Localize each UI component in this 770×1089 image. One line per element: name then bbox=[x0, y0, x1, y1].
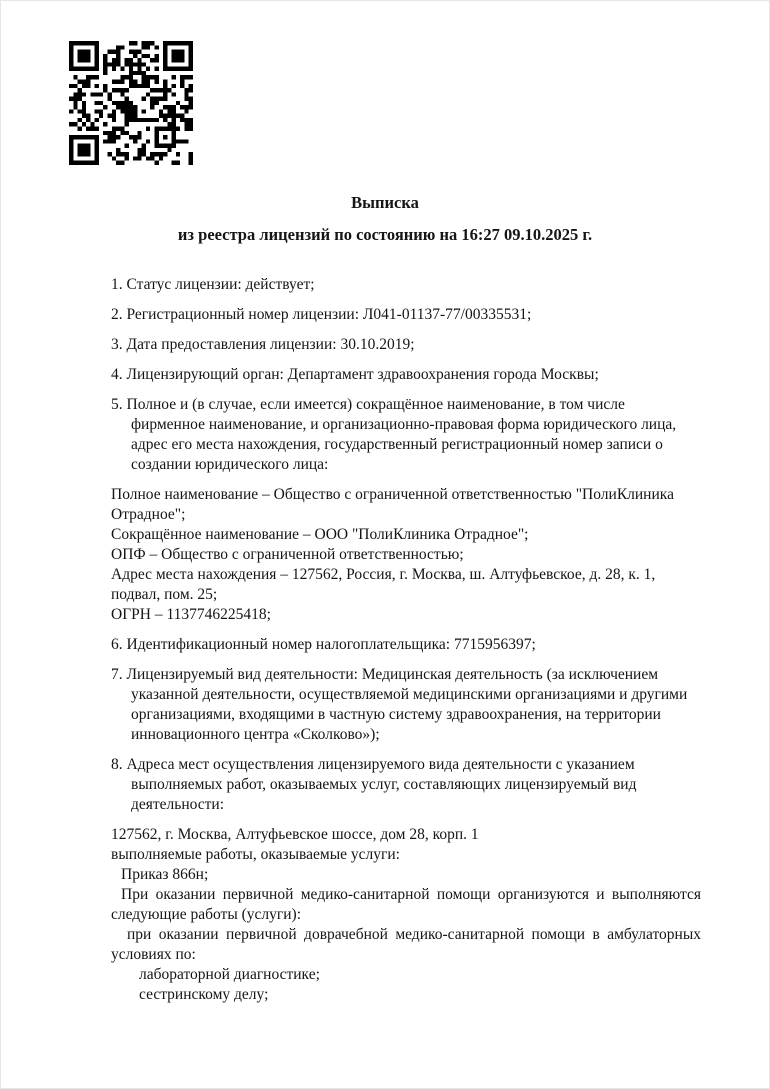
item-number: 5. bbox=[111, 396, 123, 413]
list-item-activity-addresses-intro bbox=[111, 755, 701, 815]
org-address: Адрес места нахождения – 127562, Россия, г. Москва, ш. Алтуфьевское, д. 28, к. 1, подвал, пом. 25; bbox=[111, 566, 656, 603]
list-item-activity-type bbox=[111, 665, 701, 745]
item-text: Статус лицензии: действует; bbox=[126, 276, 315, 293]
item-text: Идентификационный номер налогоплательщика: 7715956397; bbox=[126, 636, 536, 653]
organization-details-block bbox=[111, 485, 701, 625]
org-full-name: Полное наименование – Общество с ограниченной ответственностью "ПолиКлиника Отрадное"; bbox=[111, 486, 674, 523]
work-pre-doctor-care: при оказании первичной доврачебной медико-санитарной помощи в амбулаторных условиях по: bbox=[111, 926, 701, 963]
list-item-status bbox=[111, 275, 701, 295]
item-number: 7. bbox=[111, 666, 123, 683]
activity-address: 127562, г. Москва, Алтуфьевское шоссе, дом 28, корп. 1 bbox=[111, 826, 479, 843]
document-title: Выписка bbox=[351, 193, 419, 212]
item-number: 3. bbox=[111, 336, 123, 353]
activity-address-block bbox=[111, 825, 701, 1005]
item-number: 8. bbox=[111, 756, 123, 773]
list-item-org-names-intro bbox=[111, 395, 701, 475]
works-label: выполняемые работы, оказываемые услуги: bbox=[111, 846, 400, 863]
item-text: Полное и (в случае, если имеется) сокращённое наименование, в том числе фирменное наименование, и организационно-правовая форма юридического лица, адрес его места нахождения, государственный регистрационный номер записи о создании юридического лица: bbox=[126, 396, 677, 473]
list-item-licensing-authority bbox=[111, 365, 701, 385]
item-number: 6. bbox=[111, 636, 123, 653]
item-text: Регистрационный номер лицензии: Л041-01137-77/00335531; bbox=[126, 306, 532, 323]
list-item-inn bbox=[111, 635, 701, 655]
org-short-name: Сокращённое наименование – ООО "ПолиКлиника Отрадное"; bbox=[111, 526, 529, 543]
work-lab-diagnostics: лабораторной диагностике; bbox=[139, 966, 320, 983]
document-body bbox=[111, 275, 701, 1005]
work-order: Приказ 866н; bbox=[121, 866, 209, 883]
document-header bbox=[1, 193, 769, 245]
list-item-reg-number bbox=[111, 305, 701, 325]
item-text: Лицензирующий орган: Департамент здравоохранения города Москвы; bbox=[126, 366, 599, 383]
org-ogrn: ОГРН – 1137746225418; bbox=[111, 606, 271, 623]
item-number: 4. bbox=[111, 366, 123, 383]
item-text: Лицензируемый вид деятельности: Медицинская деятельность (за исключением указанной деятельности, осуществляемой медицинскими организациями и другими организациями, входящими в частную систему здравоохранения, на территории инновационного центра «Сколково»); bbox=[126, 666, 688, 743]
document-subtitle: из реестра лицензий по состоянию на 16:27 09.10.2025 г. bbox=[177, 225, 593, 244]
item-number: 1. bbox=[111, 276, 123, 293]
list-item-grant-date bbox=[111, 335, 701, 355]
work-nursing: сестринскому делу; bbox=[139, 986, 269, 1003]
work-primary-care: При оказании первичной медико-санитарной помощи организуются и выполняются следующие работы (услуги): bbox=[111, 886, 701, 923]
item-text: Адреса мест осуществления лицензируемого вида деятельности с указанием выполняемых работ, оказываемых услуг, составляющих лицензируемый вид деятельности: bbox=[126, 756, 637, 813]
item-text: Дата предоставления лицензии: 30.10.2019; bbox=[126, 336, 415, 353]
org-legal-form: ОПФ – Общество с ограниченной ответственностью; bbox=[111, 546, 464, 563]
item-number: 2. bbox=[111, 306, 123, 323]
qr-code-icon bbox=[69, 41, 193, 165]
